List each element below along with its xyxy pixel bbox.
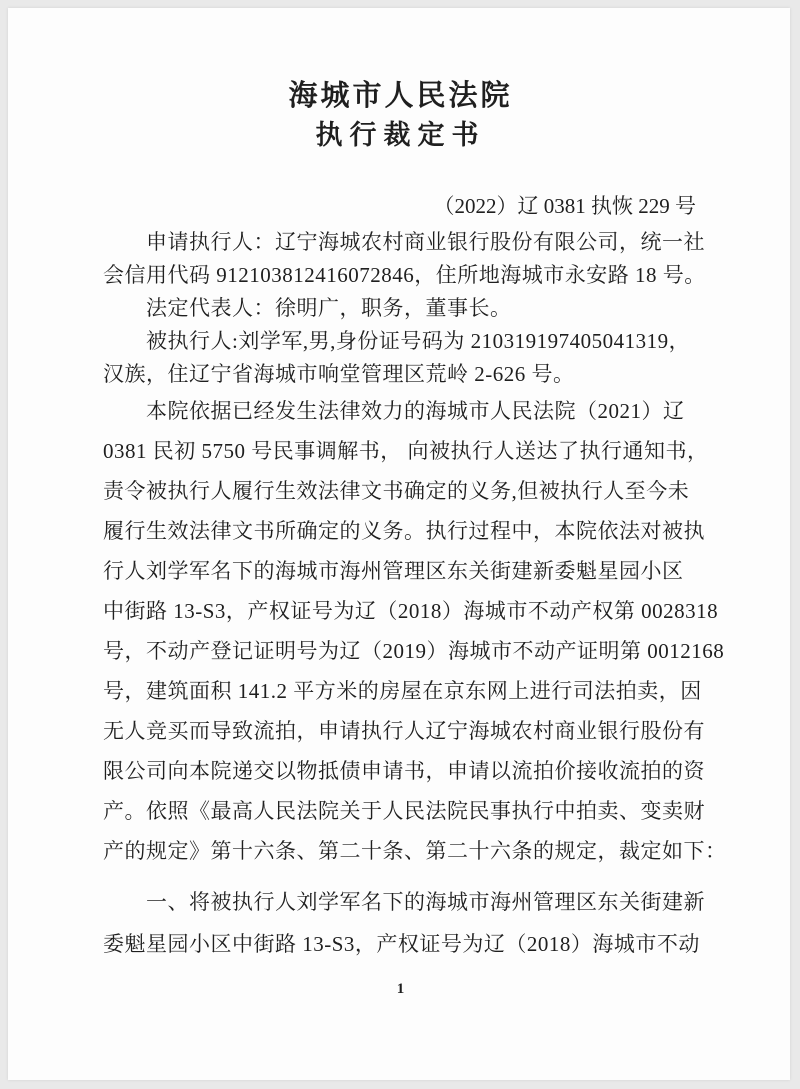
facts-text-line: 产。依照《最高人民法院关于人民法院民事执行中拍卖、变卖财	[103, 799, 705, 823]
page-number: 1	[396, 981, 405, 997]
court-name-heading: 海城市人民法院	[288, 80, 513, 112]
facts-text-line: 0381 民初 5750 号民事调解书， 向被执行人送达了执行通知书，	[103, 439, 709, 463]
facts-text-line: 履行生效法律文书所确定的义务。执行过程中，本院依法对被执	[103, 519, 705, 543]
party-text-line: 法定代表人：徐明广，职务，董事长。	[103, 296, 512, 320]
party-text-line: 申请执行人：辽宁海城农村商业银行股份有限公司，统一社	[103, 230, 705, 254]
facts-text-line: 无人竞买而导致流拍，申请执行人辽宁海城农村商业银行股份有	[103, 719, 705, 743]
ruling-section	[103, 881, 705, 965]
facts-text-line: 号，不动产登记证明号为辽（2019）海城市不动产证明第 0012168	[103, 639, 725, 663]
ruling-text-line: 一、将被执行人刘学军名下的海城市海州管理区东关街建新	[103, 890, 705, 914]
facts-text-line: 号，建筑面积 141.2 平方米的房屋在京东网上进行司法拍卖，因	[103, 679, 702, 703]
party-text-line: 被执行人:刘学军,男,身份证号码为 210319197405041319，	[103, 329, 691, 353]
facts-text-line: 中街路 13-S3，产权证号为辽（2018）海城市不动产权第 0028318	[103, 599, 719, 623]
facts-text-line: 产的规定》第十六条、第二十条、第二十六条的规定，裁定如下：	[103, 839, 727, 863]
ruling-text-line: 委魁星园小区中街路 13-S3，产权证号为辽（2018）海城市不动	[103, 932, 700, 956]
party-text-line: 会信用代码 912103812416072846，住所地海城市永安路 18 号。	[103, 263, 706, 287]
facts-and-basis-section	[103, 391, 727, 871]
document-title-heading: 执行裁定书	[315, 120, 486, 150]
document-content	[8, 8, 790, 1080]
facts-text-line: 责令被执行人履行生效法律文书确定的义务,但被执行人至今未	[103, 479, 690, 503]
facts-text-line: 行人刘学军名下的海城市海州管理区东关街建新委魁星园小区	[103, 559, 684, 583]
document-page	[8, 8, 790, 1080]
party-information-section	[103, 226, 706, 391]
facts-text-line: 本院依据已经发生法律效力的海城市人民法院（2021）辽	[103, 399, 685, 423]
facts-text-line: 限公司向本院递交以物抵债申请书，申请以流拍价接收流拍的资	[103, 759, 705, 783]
party-text-line: 汉族，住辽宁省海城市响堂管理区荒岭 2-626 号。	[103, 362, 575, 386]
case-number: （2022）辽 0381 执恢 229 号	[433, 194, 696, 218]
